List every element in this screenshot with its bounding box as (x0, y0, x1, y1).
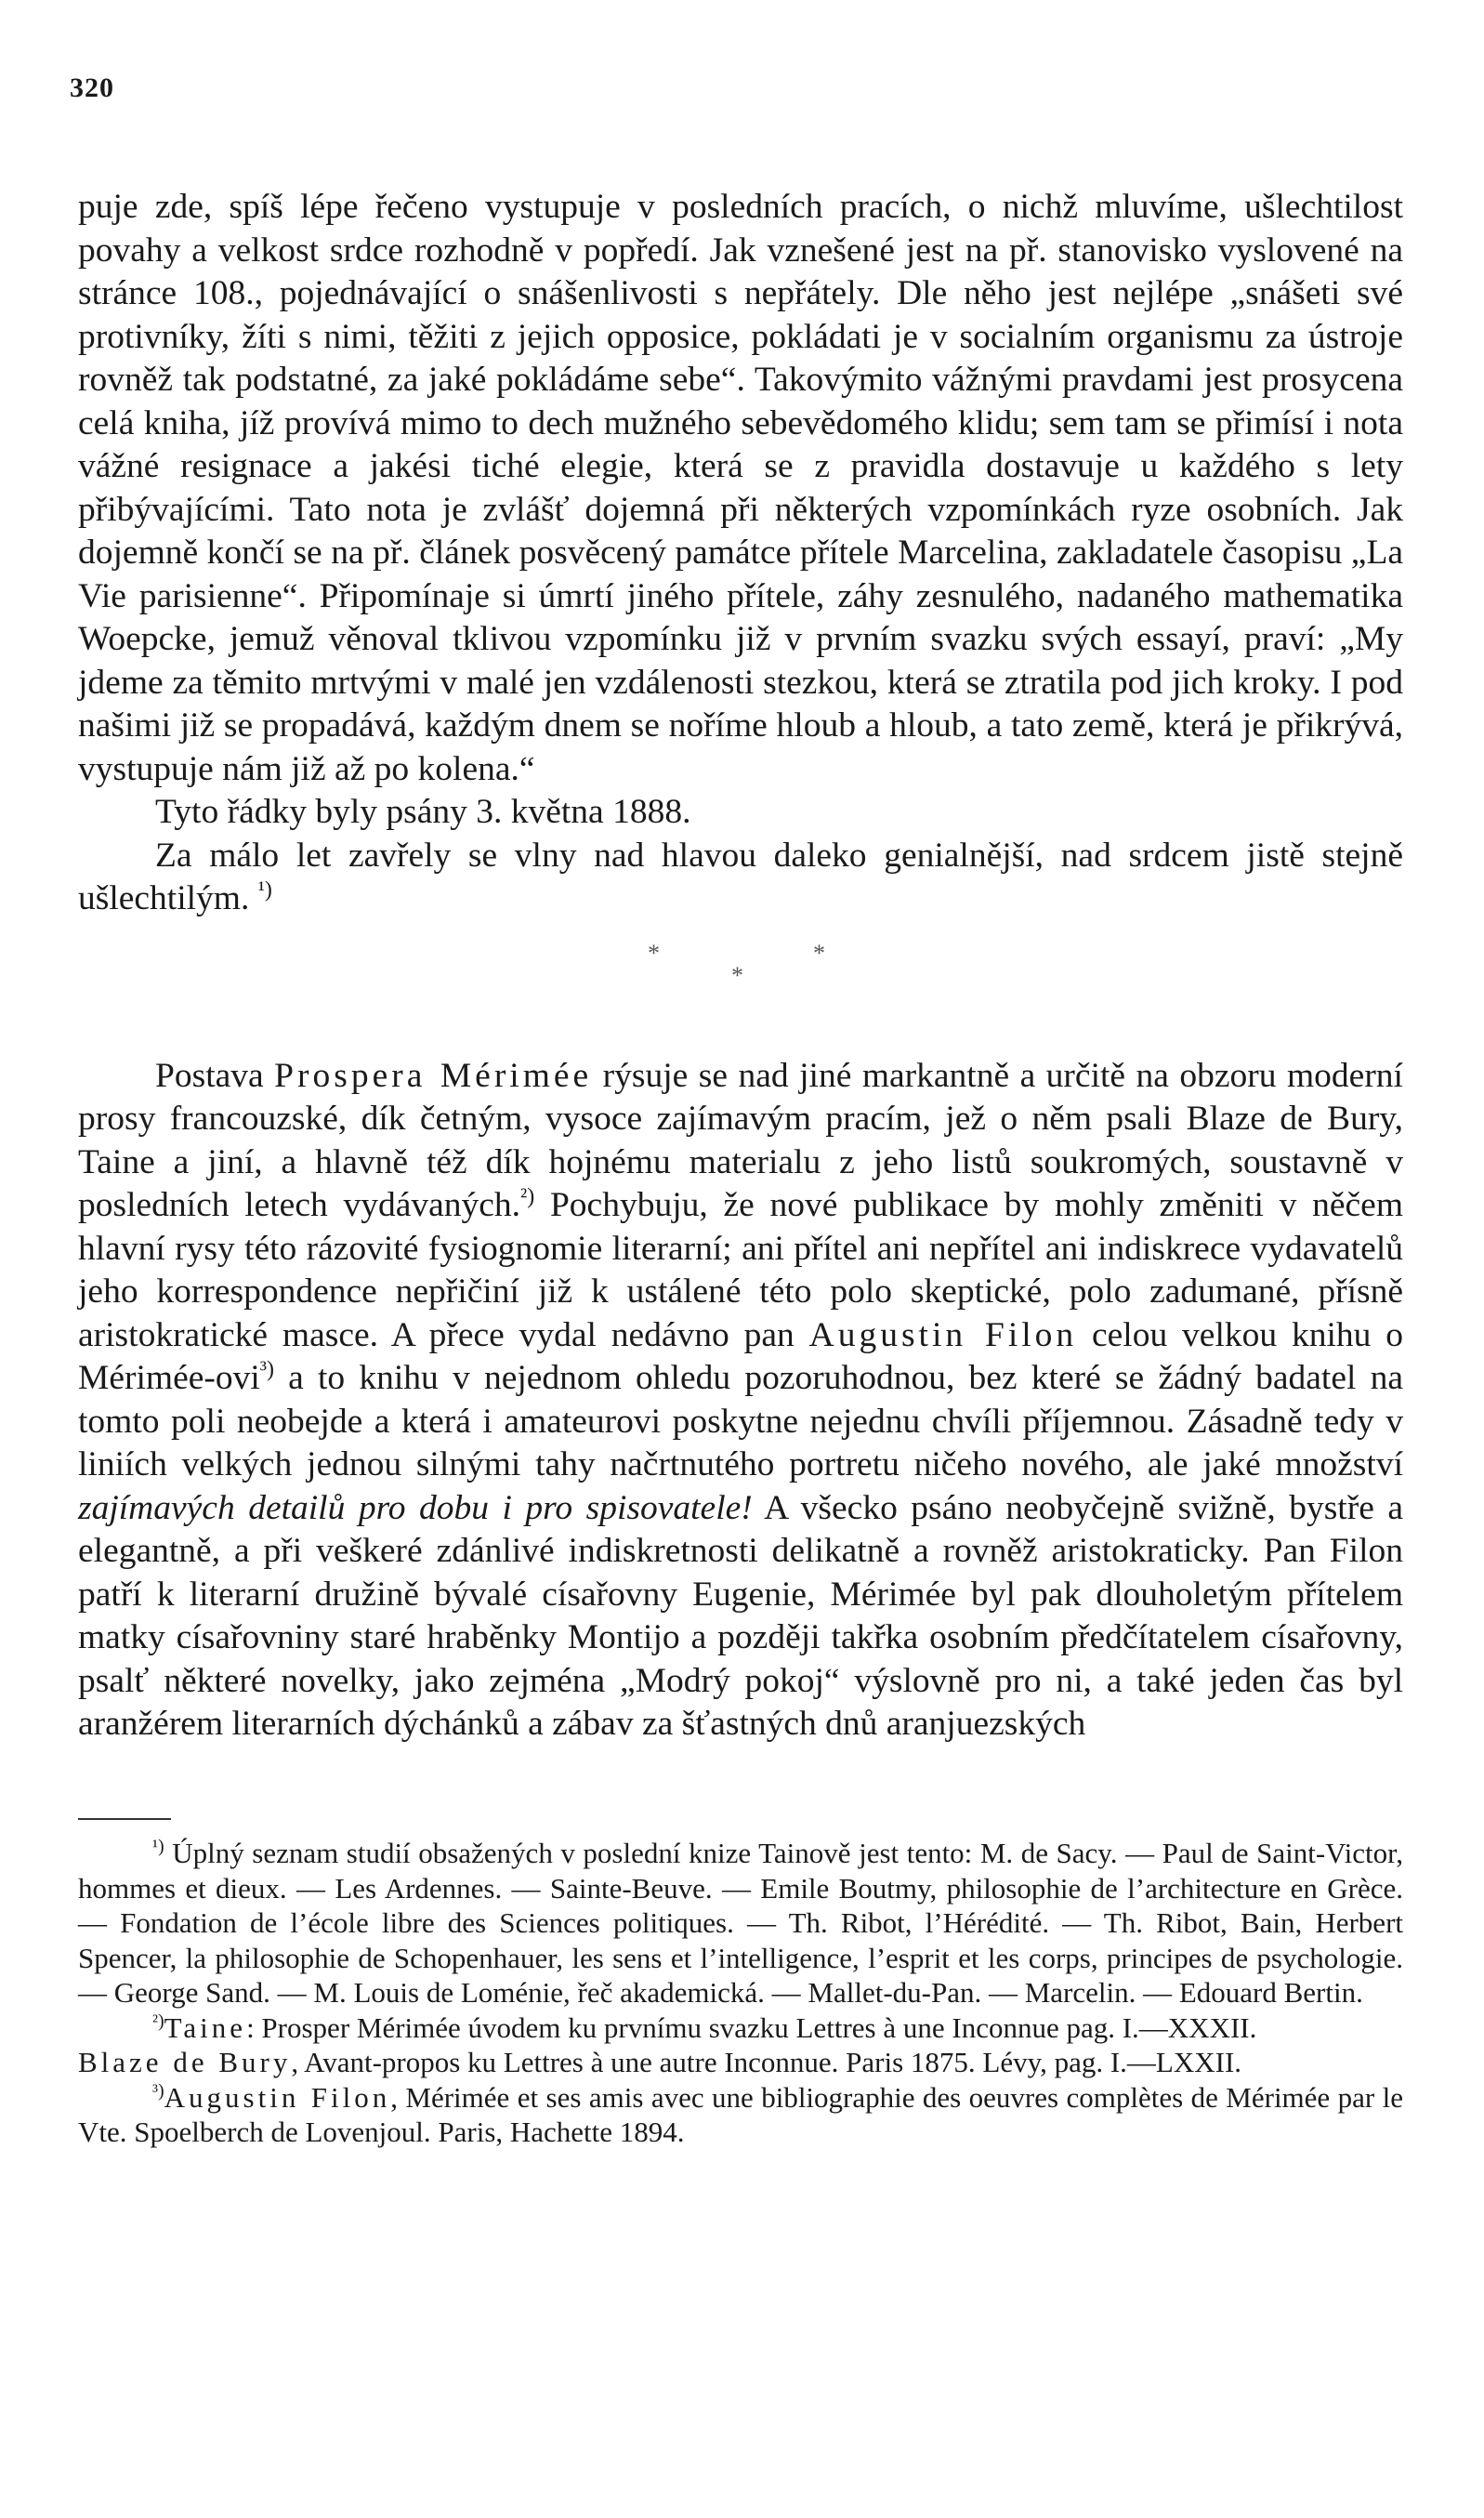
footnote-2-marker: ²) (152, 2010, 164, 2032)
name-prosper-merimee: Prospera Mérimée (274, 1056, 593, 1095)
paragraph-3-text: Za málo let zavřely se vlny nad hlavou daleko genialnější, nad srdcem jistě stejně ušlechtilým. (78, 836, 1403, 917)
footnote-ref-2: ²) (520, 1184, 535, 1209)
asterism-divider (648, 932, 834, 1007)
footnote-divider (78, 1818, 171, 1820)
asterism-star: * (731, 961, 743, 989)
footnote-3-name: Augustin Filon (164, 2080, 391, 2114)
paragraph-4-part: Pochybuju, že nové publikace by mohly změniti v něčem hlavní rysy této rázovité fysiognomie literarní; ani přítel ani nepřítel ani indiskrece vydavatelů jeho korrespondence nepřičiní již k ustálené této polo skeptické, polo zadumané, přísně aristokratické masce. A přece vydal nedávno pan (78, 1186, 1403, 1354)
main-text (78, 186, 1403, 1747)
footnote-1-marker: ¹) (152, 1836, 164, 1857)
footnote-2-text: : Prosper Mérimée úvodem ku prvnímu svazku Lettres à une Inconnue pag. I.—XXXII. (246, 2010, 1257, 2044)
footnote-3-marker: ³) (152, 2080, 164, 2102)
footnote-ref-3: ³) (259, 1357, 274, 1382)
footnote-2 (78, 2010, 1403, 2046)
paragraph-2: Tyto řádky byly psány 3. května 1888. (155, 793, 691, 831)
footnote-3 (78, 2080, 1403, 2150)
paragraph-4-part: Postava (155, 1056, 275, 1095)
italic-phrase: zajímavých detailů pro dobu i pro spisovatele! (78, 1488, 753, 1527)
asterism-star: * (648, 939, 660, 967)
footnote-2b-name: Blaze de Bury (78, 2046, 292, 2078)
footnote-2b-text: , Avant-propos ku Lettres à une autre Inconnue. Paris 1875. Lévy, pag. I.—LXXII. (291, 2046, 1242, 2078)
footnote-3-text: , Mérimée et ses amis avec une bibliographie des oeuvres complètes de Mérimée par le Vte. Spoelberch de Lovenjoul. Paris, Hachette 1894. (78, 2080, 1403, 2148)
paragraph-4 (78, 1055, 1403, 1747)
footnote-2-name: Taine (164, 2010, 247, 2044)
footnote-ref-1: ¹) (257, 877, 272, 903)
footnote-1 (78, 1836, 1403, 2010)
paragraph-4-part: A všecko psáno neobyčejně svižně, bystře a elegantně, a při veškeré zdánlivé indiskretnosti delikatně a rovněž aristokraticky. Pan Filon patří k literarní družině bývalé císařovny Eugenie, Mérimée byl pak dlouholetým přítelem matky císařovniny staré hraběnky Montijo a později takřka osobním předčítatelem císařovny, psalť některé novelky, jako zejména „Modrý pokoj“ výslovně pro ni, a také jeden čas byl aranžérem literarních dýchánků a zábav za šťastných dnů aranjuezských (78, 1488, 1403, 1743)
paragraph-1: puje zde, spíš lépe řečeno vystupuje v posledních pracích, o nichž mluvíme, ušlechtilost povahy a velkost srdce rozhodně v popředí. Jak vznešené jest na př. stanovisko vyslovené na stránce 108., pojednávající o snášenlivosti s nepřátely. Dle něho jest nejlépe „snášeti své protivníky, žíti s nimi, těžiti z jejich opposice, pokládati je v socialním organismu za ústroje rovněž tak podstatné, za jaké pokládáme sebe“. Takovýmito vážnými pravdami jest prosycena celá kniha, jíž provívá mimo to dech mužného sebevědomého klidu; sem tam se přimísí i nota vážné resignace a jakési tiché elegie, která se z pravidla dostavuje u každého s lety přibývajícími. Tato nota je zvlášť dojemná při některých vzpomínkách ryze osobních. Jak dojemně končí se na př. článek posvěcený památce přítele Marcelina, zakladatele časopisu „La Vie parisienne“. Připomínaje si úmrtí jiného přítele, záhy zesnulého, nadaného mathematika Woepcke, jemuž věnoval tklivou vzpomínku již v prvním svazku svých essayí, praví: „My jdeme za těmito mrtvými v malé jen vzdálenosti stezkou, která se ztratila pod jich kroky. I pod našimi již se propadává, každým dnem se noříme hloub a hloub, a tato země, která je přikrývá, vystupuje nám již až po kolena.“ (78, 188, 1403, 788)
paragraph-4-part: a to knihu v nejednom ohledu pozoruhodnou, bez které se žádný badatel na tomto poli neobejde a která i amateurovi poskytne nejednu chvíli příjemnou. Zásadně tedy v liniích velkých jednou silnými tahy načrtnutého portretu ničeho nového, ale jaké množství (78, 1359, 1403, 1483)
paragraph-4-part: rýsuje se nad jiné markantně a určitě na obzoru moderní prosy francouzské, dík četným, vysoce zajímavým pracím, jež o něm psali Blaze de Bury, Taine a jiní, a hlavně též dík hojnému materialu z jeho listů soukromých, soustavně v posledních letech vydávaných. (78, 1056, 1403, 1224)
footnote-1-text: Úplný seznam studií obsažených v poslední knize Tainově jest tento: M. de Sacy. — Paul de Saint-Victor, hommes et dieux. — Les Ardennes. — Sainte-Beuve. — Emile Boutmy, philosophie de l’architecture en Grèce. — Fondation de l’école libre des Sciences politiques. — Th. Ribot, l’Hérédité. — Th. Ribot, Bain, Herbert Spencer, la philosophie de Schopenhauer, les sens et l’intelligence, l’esprit et les corps, principes de psychologie. — George Sand. — M. Louis de Loménie, řeč akademická. — Mallet-du-Pan. — Marcelin. — Edouard Bertin. (78, 1837, 1403, 2009)
footnote-2b (78, 2045, 1403, 2080)
name-augustin-filon: Augustin Filon (808, 1315, 1078, 1354)
paragraph-3 (78, 835, 1403, 921)
footnotes (78, 1836, 1403, 2150)
asterism-star: * (813, 939, 825, 967)
paragraph-4-part: celou velkou knihu o Mérimée-ovi (78, 1315, 1403, 1397)
page-number: 320 (70, 73, 114, 103)
